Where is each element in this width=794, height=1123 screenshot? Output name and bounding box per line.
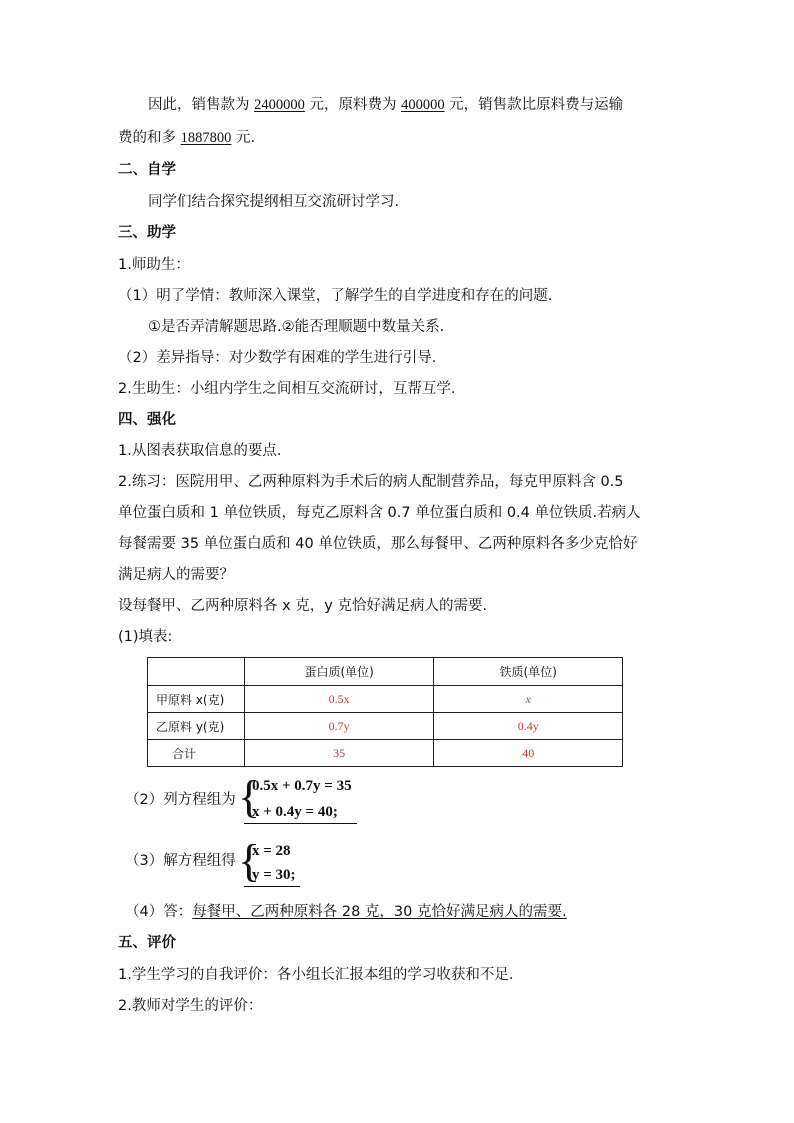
section-heading-reinforce: 四、强化 <box>118 412 176 428</box>
step4-answer: 每餐甲、乙两种原料各 28 克，30 克恰好满足病人的需要. <box>192 904 567 920</box>
intro-text: 元，原料费为 <box>304 97 402 113</box>
table-header-cell: 铁质(单位) <box>434 658 623 686</box>
intro-text: 因此，销售款为 <box>148 97 255 113</box>
left-brace-icon: { <box>238 771 261 822</box>
table-row-label: 乙原料 y(克) <box>148 713 245 740</box>
equation-1: 0.5x + 0.7y = 35 <box>252 778 352 794</box>
table-row-label: 甲原料 x(克) <box>148 686 245 713</box>
material-cost: 400000 <box>401 97 445 113</box>
reinforce-item: 1.从图表获取信息的要点. <box>118 443 282 459</box>
step4-line <box>125 902 567 922</box>
reinforce-item: 满足病人的需要？ <box>118 567 234 583</box>
assist-item: 1.师助生： <box>118 257 190 273</box>
solution-x: x = 28 <box>252 843 291 859</box>
sales-amount: 2400000 <box>254 97 305 113</box>
nutrition-table <box>147 657 623 767</box>
table-row <box>148 713 623 740</box>
reinforce-item: 单位蛋白质和 1 单位铁质，每克乙原料含 0.7 单位蛋白质和 0.4 单位铁质.若病人 <box>118 505 641 521</box>
table-header-cell: 蛋白质(单位) <box>244 658 434 686</box>
left-brace-icon: { <box>238 835 261 886</box>
table-cell: 0.5x <box>244 686 434 713</box>
assist-item: （2）差异指导：对少数学有困难的学生进行引导. <box>118 350 437 366</box>
step2-label: （2）列方程组为 <box>125 792 236 808</box>
table-cell: 0.4y <box>434 713 623 740</box>
difference-amount: 1887800 <box>180 130 232 146</box>
reinforce-item: 2.练习：医院用甲、乙两种原料为手术后的病人配制营养品，每克甲原料含 0.5 <box>118 474 624 490</box>
step3-label: （3）解方程组得 <box>125 853 236 869</box>
table-row <box>148 686 623 713</box>
table-row <box>148 740 623 767</box>
table-cell: x <box>434 686 623 713</box>
reinforce-item: 设每餐甲、乙两种原料各 x 克，y 克恰好满足病人的需要. <box>118 598 488 614</box>
underline-divider <box>244 823 357 824</box>
evaluation-item: 2.教师对学生的评价： <box>118 998 263 1014</box>
intro-line-2 <box>118 128 255 148</box>
intro-text: 元，销售款比原料费与运输 <box>444 97 624 113</box>
section-heading-evaluation: 五、评价 <box>118 935 176 951</box>
table-cell: 35 <box>244 740 434 767</box>
solution-y: y = 30; <box>252 867 296 883</box>
equation-2: x + 0.4y = 40; <box>252 804 338 820</box>
table-header-row <box>148 658 623 686</box>
table-cell: 0.7y <box>244 713 434 740</box>
intro-line-1 <box>148 95 623 115</box>
evaluation-item: 1.学生学习的自我评价：各小组长汇报本组的学习收获和不足. <box>118 967 514 983</box>
step4-label: （4）答： <box>125 904 193 920</box>
table-cell: 40 <box>434 740 623 767</box>
assist-item: 2.生助生：小组内学生之间相互交流研讨，互帮互学. <box>118 381 456 397</box>
self-study-text: 同学们结合探究提纲相互交流研讨学习. <box>148 194 400 210</box>
section-heading-assist: 三、助学 <box>118 225 176 241</box>
reinforce-item: 每餐需要 35 单位蛋白质和 40 单位铁质，那么每餐甲、乙两种原料各多少克恰好 <box>118 536 638 552</box>
assist-item: ①是否弄清解题思路.②能否理顺题中数量关系. <box>148 319 445 335</box>
table-header-cell <box>148 658 245 686</box>
assist-item: （1）明了学情：教师深入课堂，了解学生的自学进度和存在的问题. <box>118 288 553 304</box>
table-row-label: 合计 <box>148 740 245 767</box>
intro-text: 费的和多 <box>118 130 181 146</box>
section-heading-self-study: 二、自学 <box>118 162 176 178</box>
intro-text: 元. <box>231 130 256 146</box>
underline-divider <box>244 886 300 887</box>
reinforce-item: (1)填表: <box>118 629 173 645</box>
